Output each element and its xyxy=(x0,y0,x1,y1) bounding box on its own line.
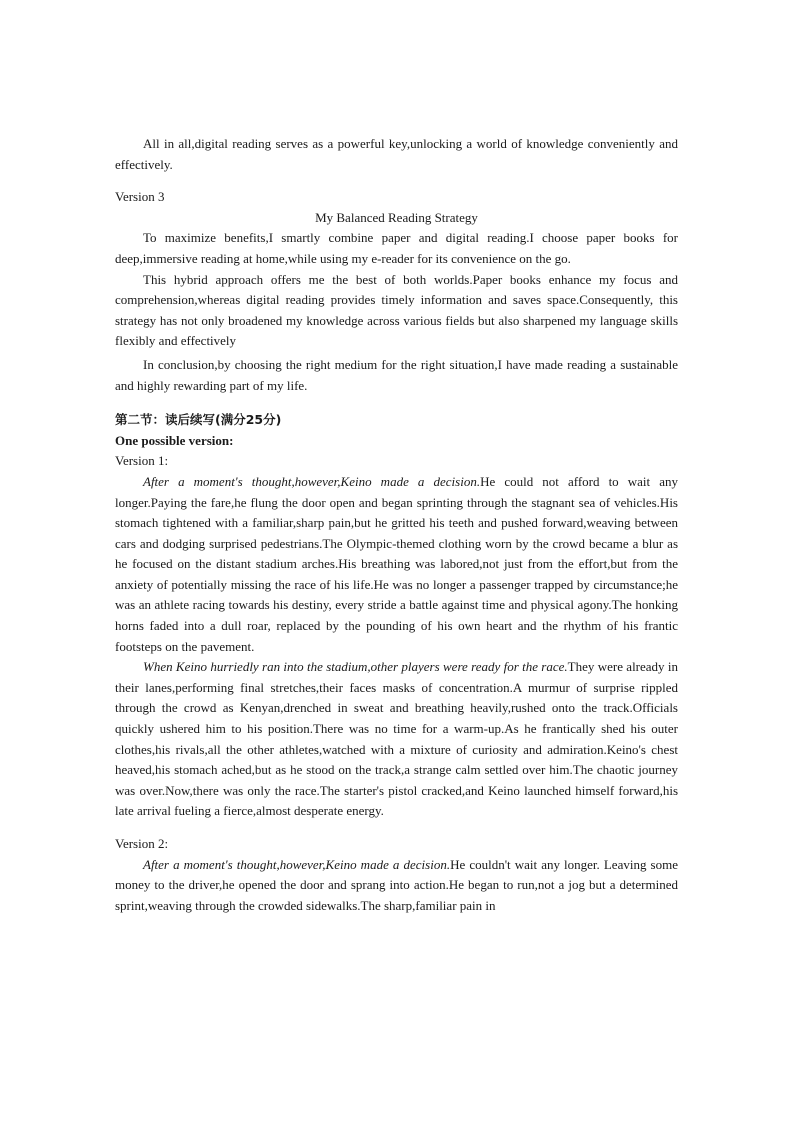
version3-paragraph-1: To maximize benefits,I smartly combine paper and digital reading.I choose paper books for deep,immersive reading at home,while using my e-reader for its convenience on the go. xyxy=(115,230,678,266)
version2-p1-text: He couldn't wait any longer. Leaving some money to the driver,he opened the door and sprang into action.He began to run,not a jog but a determined sprint,weaving through the crowded sidewalks.The sharp,familiar pain in xyxy=(115,856,678,913)
version1-p2-text: They were already in their lanes,performing final stretches,their faces masks of concentration.A murmur of surprise rippled through the crowd as Kenyan,drenched in sweat and breathing heavily,rushed onto the track.Officials quickly ushered him to his position.There was no time for a warm-up.As he frantically shed his outer clothes,his rivals,all the other athletes,watched with a mixture of curiosity and admiration.Keino's chest heaved,his stomach ached,but as he stood on the track,a strange calm settled over him.The chaotic journey was over.Now,there was only the race.The starter's pistol cracked,and Keino launched himself forward,his late arrival fueling a fierce,almost desperate energy. xyxy=(115,659,678,819)
possible-version-label: One possible version: xyxy=(115,432,234,448)
version1-paragraph-2 xyxy=(115,657,678,822)
version2-p1-prompt: After a moment's thought,however,Keino made a decision. xyxy=(143,856,451,872)
version1-label: Version 1: xyxy=(115,453,169,469)
version1-paragraph-1 xyxy=(115,472,678,657)
document-page xyxy=(115,134,678,916)
version1-p1-text: He could not afford to wait any longer.Paying the fare,he flung the door open and began sprinting through the stagnant sea of vehicles.His stomach tightened with a familiar,sharp pain,but he gritted his teeth and pushed forward,weaving between cars and dodging surprised pedestrians.The Olympic-themed clothing worn by the crowd became a blur as he focused on the distant stadium arches.His breathing was labored,not just from the effort,but from the anxiety of potentially missing the race of his life.He was no longer a passenger trapped by circumstance;he was an athlete racing towards his destiny, every stride a battle against time and physical agony.The honking horns faded into a dull roar, replaced by the pounding of his own heart and the rhythm of his frantic footsteps on the pavement. xyxy=(115,473,678,654)
intro-conclusion-paragraph: All in all,digital reading serves as a powerful key,unlocking a world of knowledge conveniently and effectively. xyxy=(115,136,678,172)
version1-p1-prompt: After a moment's thought,however,Keino made a decision. xyxy=(143,473,481,489)
version2-paragraph-1 xyxy=(115,855,678,917)
version3-paragraph-3: In conclusion,by choosing the right medium for the right situation,I have made reading a sustainable and highly rewarding part of my life. xyxy=(115,356,678,393)
version2-label: Version 2: xyxy=(115,836,169,851)
version3-paragraph-2: This hybrid approach offers me the best of both worlds.Paper books enhance my focus and comprehension,whereas digital reading provides timely information and saves space.Consequently, this strategy has not only broadened my knowledge across various fields but also sharpened my language skills flexibly and effectively xyxy=(115,271,678,349)
section2-heading: 第二节：读后续写(满分25分) xyxy=(115,412,282,428)
version3-label: Version 3 xyxy=(115,189,165,205)
version1-p2-prompt: When Keino hurriedly ran into the stadium,other players were ready for the race. xyxy=(143,659,568,675)
version3-title: My Balanced Reading Strategy xyxy=(315,209,478,225)
